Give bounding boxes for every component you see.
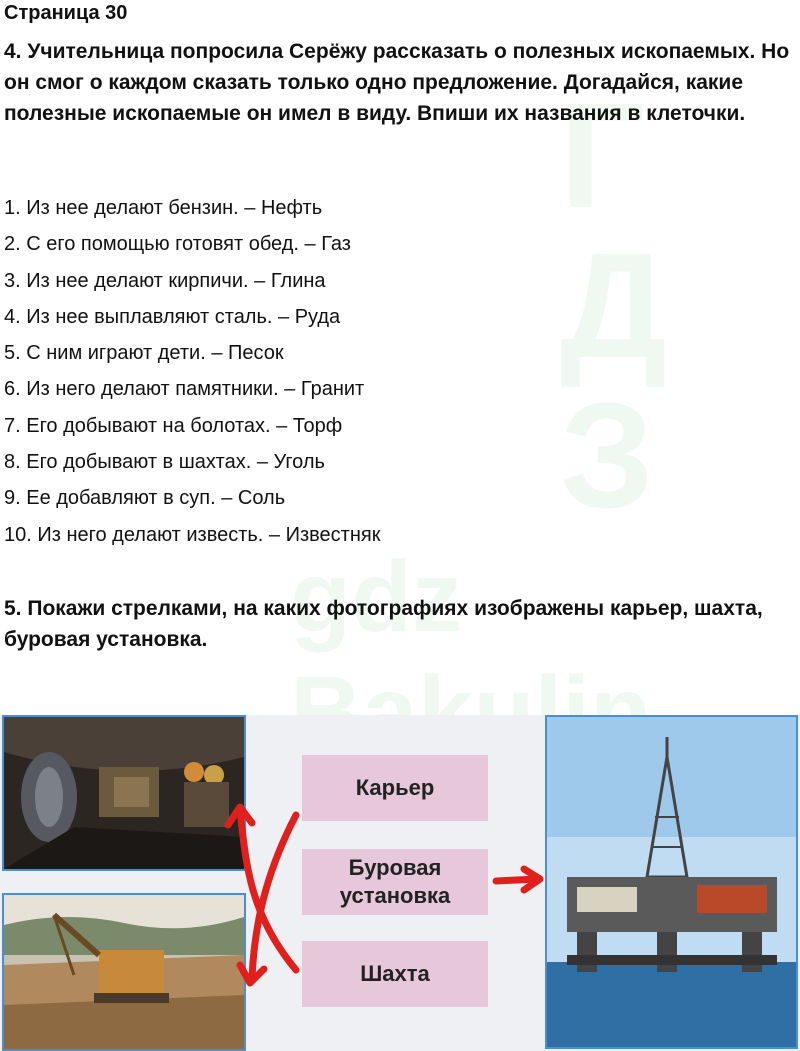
answer-item: 1. Из нее делают бензин. – Нефть (4, 197, 323, 219)
label-mine-text: Шахта (360, 961, 430, 986)
answer-item: 8. Его добывают в шахтах. – Уголь (4, 451, 325, 474)
label-quarry-text: Карьер (355, 775, 435, 800)
arrow-quarry-to-photo (252, 815, 296, 977)
answer-item: 9. Ее добавляют в суп. – Соль (4, 487, 286, 510)
answer-item: 4. Из нее выплавляют сталь. – Руда (4, 305, 341, 328)
answers-list (4, 190, 380, 553)
task-5-text: 5. Покажи стрелками, на каких фотографиях изображены карьер, шахта, буровая установка. (4, 597, 763, 651)
answer-item: 5. С ним играют дети. – Песок (4, 342, 284, 365)
watermark-text: gdz Bakulin (290, 541, 652, 768)
answer-item: 6. Из него делают памятники. – Гранит (4, 378, 365, 401)
answer-item: 10. Из него делают известь. – Известняк (4, 523, 381, 546)
label-drilling-rig-text: Буровая установка (339, 855, 451, 908)
answer-item: 2. С его помощью готовят обед. – Газ (4, 233, 351, 256)
watermark-letters: ГДЗ (560, 71, 667, 539)
page-title: Страница 30 (4, 2, 128, 24)
answer-item: 3. Из нее делают кирпичи. – Глина (4, 269, 326, 292)
matching-figure (0, 715, 800, 1051)
task-4-text: 4. Учительница попросила Серёжу рассказать о полезных ископаемых. Но он смог о каждом сказать только одно предложение. Догадайся, какие полезные ископаемые он имел в виду. Впиши их названия в клеточки. (4, 40, 790, 125)
answer-arrows (0, 715, 800, 1051)
answer-item: 7. Его добывают на болотах. – Торф (4, 414, 343, 437)
